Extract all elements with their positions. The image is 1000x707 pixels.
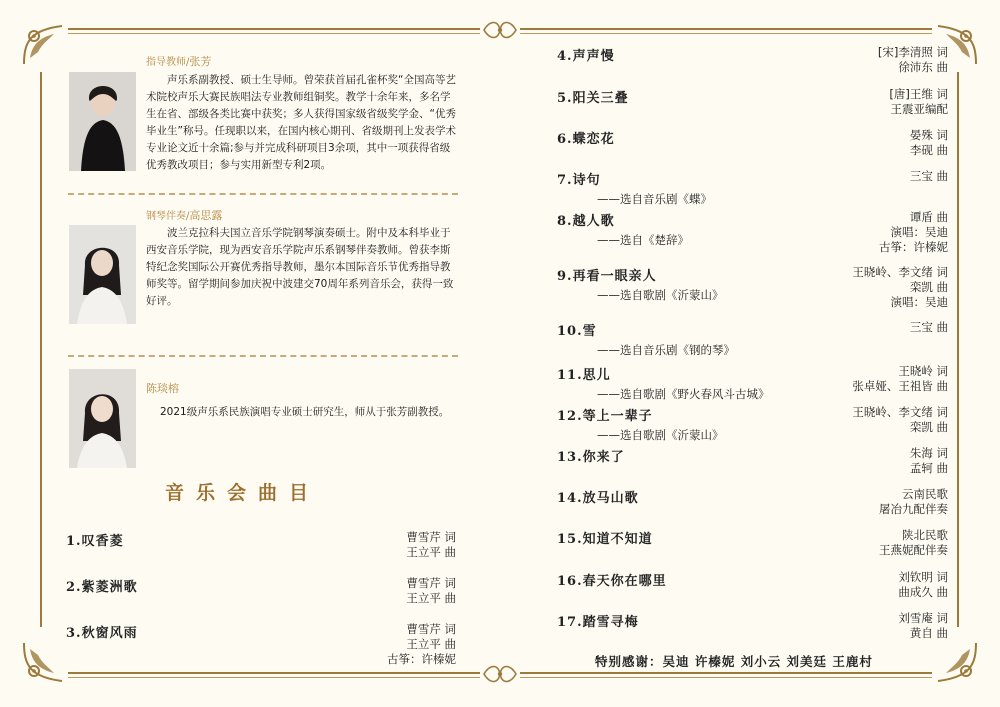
program-item-credits — [852, 364, 948, 394]
credit-line: 曹雪芹 词 — [406, 622, 456, 636]
program-item-title: 12.等上一辈子 — [557, 409, 653, 424]
bio-name-line — [146, 207, 222, 223]
bio-role: 钢琴伴奏/ — [146, 211, 190, 222]
credit-line: [唐]王维 词 — [889, 87, 948, 101]
program-item-source: ——选自音乐剧《钢的琴》 — [597, 343, 735, 357]
credit-line: 李砚 曲 — [909, 143, 948, 157]
left-border — [40, 72, 42, 627]
divider — [68, 355, 458, 357]
right-border — [957, 72, 959, 627]
credit-line: 徐沛东 曲 — [898, 60, 948, 74]
program-item-title: 3.秋窗风雨 — [66, 626, 138, 641]
program-item — [557, 320, 735, 358]
scroll-ornament-icon — [480, 662, 520, 686]
program-item-credits — [879, 210, 948, 255]
program-item — [557, 611, 639, 630]
program-item — [557, 528, 653, 547]
credit-line: 朱海 词 — [909, 446, 948, 460]
program-item-credits — [878, 45, 948, 75]
program-item-title: 14.放马山歌 — [557, 491, 639, 506]
corner-ornament-icon — [20, 22, 66, 68]
program-item-credits — [879, 528, 948, 558]
program-item-credits — [406, 576, 456, 606]
program-item-credits — [898, 611, 948, 641]
program-item-title: 2.紫菱洲歌 — [66, 580, 138, 595]
credit-line: 王燕妮配伴奏 — [879, 543, 948, 557]
bio-name: 张芳 — [189, 55, 212, 68]
program-item — [557, 487, 639, 506]
credit-line: 曹雪芹 词 — [406, 530, 456, 544]
program-item-title: 15.知道不知道 — [557, 532, 653, 547]
program-item-source: ——选自歌剧《沂蒙山》 — [597, 428, 724, 442]
program-item-title: 4.声声慢 — [557, 49, 615, 64]
special-thanks: 特别感谢：吴迪 许榛妮 刘小云 刘美廷 王鹿村 — [595, 654, 873, 669]
bio-name-line — [146, 380, 179, 396]
credit-line: 刘雪庵 词 — [898, 611, 948, 625]
program-item-credits — [879, 487, 948, 517]
credit-line: 云南民歌 — [902, 487, 948, 501]
program-item-source: ——选自《楚辞》 — [597, 233, 689, 247]
credit-line: 王晓岭、李文绪 词 — [852, 265, 948, 279]
corner-ornament-icon — [934, 639, 980, 685]
credit-line: 刘钦明 词 — [898, 570, 948, 584]
credit-line: 栾凯 曲 — [909, 280, 948, 294]
scroll-ornament-icon — [480, 18, 520, 42]
program-item-title: 13.你来了 — [557, 450, 625, 465]
portrait-photo — [69, 369, 136, 468]
program-item-title: 9.再看一眼亲人 — [557, 269, 657, 284]
credit-line: 孟轲 曲 — [909, 461, 948, 475]
divider — [68, 193, 458, 195]
program-item — [557, 570, 667, 589]
program-item — [557, 405, 724, 443]
credit-line: 演唱：吴迪 — [890, 295, 948, 309]
credit-line: 屠冶九配伴奏 — [879, 502, 948, 516]
bio-role: 指导教师/ — [146, 57, 190, 68]
program-item-source: ——选自歌剧《沂蒙山》 — [597, 288, 724, 302]
program-item-source: ——选自音乐剧《蝶》 — [597, 192, 712, 206]
credit-line: 王晓岭 词 — [898, 364, 948, 378]
credit-line: 黄自 曲 — [909, 626, 948, 640]
program-item-credits — [852, 265, 948, 310]
credit-line: 王震亚编配 — [890, 102, 948, 116]
program-item — [557, 87, 629, 106]
credit-line: 王立平 曲 — [406, 545, 456, 559]
program-item — [557, 45, 615, 64]
bottom-border-right — [520, 672, 932, 674]
program-item — [557, 128, 615, 147]
program-item-title: 5.阳关三叠 — [557, 91, 629, 106]
program-item — [66, 622, 138, 641]
top-border-right — [520, 28, 932, 30]
credit-line: 古筝：许榛妮 — [879, 240, 948, 254]
credit-line: 王立平 曲 — [406, 637, 456, 651]
bottom-border-right-inner — [520, 677, 932, 678]
credit-line: 陕北民歌 — [902, 528, 948, 542]
program-item-title: 8.越人歌 — [557, 214, 615, 229]
program-item-source: ——选自歌剧《野火春风斗古城》 — [597, 387, 770, 401]
program-item — [557, 169, 712, 207]
program-item-credits — [898, 570, 948, 600]
program-item-credits — [910, 169, 948, 184]
top-border-left-inner — [68, 33, 480, 34]
program-item-title: 17.踏雪寻梅 — [557, 615, 639, 630]
program-item-credits — [387, 622, 456, 667]
program-item-credits — [852, 405, 948, 435]
top-border-right-inner — [520, 33, 932, 34]
program-item — [557, 210, 689, 248]
program-item — [557, 446, 625, 465]
program-item-credits — [910, 128, 948, 158]
credit-line: 晏殊 词 — [909, 128, 948, 142]
credit-line: 张卓娅、王祖皆 曲 — [852, 379, 948, 393]
credit-line: 王晓岭、李文绪 词 — [852, 405, 948, 419]
bottom-border-left — [68, 672, 480, 674]
credit-line: 三宝 曲 — [909, 169, 948, 183]
bio-name: 高思露 — [189, 209, 223, 222]
program-item — [557, 265, 724, 303]
corner-ornament-icon — [20, 639, 66, 685]
program-item-credits — [889, 87, 948, 117]
bio-text: 波兰克拉科夫国立音乐学院钢琴演奏硕士。附中及本科毕业于西安音乐学院，现为西安音乐学院声乐系钢琴伴奏教师。曾获李斯特纪念奖国际公开赛优秀指导教师，墨尔本国际音乐节优秀指导教师奖等。留学期间参加庆祝中波建交70周年系列音乐会，获得一致好评。 — [146, 227, 454, 307]
bottom-border-left-inner — [68, 677, 480, 678]
program-item-credits — [910, 320, 948, 335]
program-item-credits — [910, 446, 948, 476]
credit-line: 谭盾 曲 — [909, 210, 948, 224]
bio-name-line — [146, 53, 211, 69]
credit-line: 演唱：吴迪 — [890, 225, 948, 239]
program-item — [66, 576, 138, 595]
portrait-photo — [69, 72, 136, 171]
program-item — [66, 530, 124, 549]
credit-line: [宋]李清照 词 — [877, 45, 948, 59]
credit-line: 三宝 曲 — [909, 320, 948, 334]
credit-line: 曹雪芹 词 — [406, 576, 456, 590]
program-item-title: 1.叹香菱 — [66, 534, 124, 549]
program-item-title: 7.诗句 — [557, 173, 601, 188]
bio-name: 陈琰榕 — [146, 382, 179, 395]
credit-line: 古筝：许榛妮 — [387, 652, 456, 666]
top-border-left — [68, 28, 480, 30]
credit-line: 王立平 曲 — [406, 591, 456, 605]
credit-line: 栾凯 曲 — [909, 420, 948, 434]
program-title: 音乐会曲目 — [165, 482, 321, 504]
portrait-photo — [69, 225, 136, 324]
program-item-title: 16.春天你在哪里 — [557, 574, 667, 589]
bio-text: 2021级声乐系民族演唱专业硕士研究生，师从于张芳副教授。 — [160, 406, 450, 418]
program-item-credits — [406, 530, 456, 560]
program-item — [557, 364, 770, 402]
program-item-title: 6.蝶恋花 — [557, 132, 615, 147]
bio-text: 声乐系副教授、硕士生导师。曾荣获首届孔雀杯奖“全国高等艺术院校声乐大赛民族唱法专业教师组铜奖。教学十余年来，多名学生在省、部级各类比赛中获奖；多人获得国家级省级奖学金、“优秀毕业生”称号。任现职以来，在国内核心期刊、省级期刊上发表学术专业论文近十余篇;参与并完成科研项目3余项，其中一项获得省级优秀教改项目；参与实用新型专利2项。 — [146, 74, 456, 171]
program-item-title: 10.雪 — [557, 324, 597, 339]
credit-line: 曲成久 曲 — [898, 585, 948, 599]
program-item-title: 11.思儿 — [557, 368, 611, 383]
